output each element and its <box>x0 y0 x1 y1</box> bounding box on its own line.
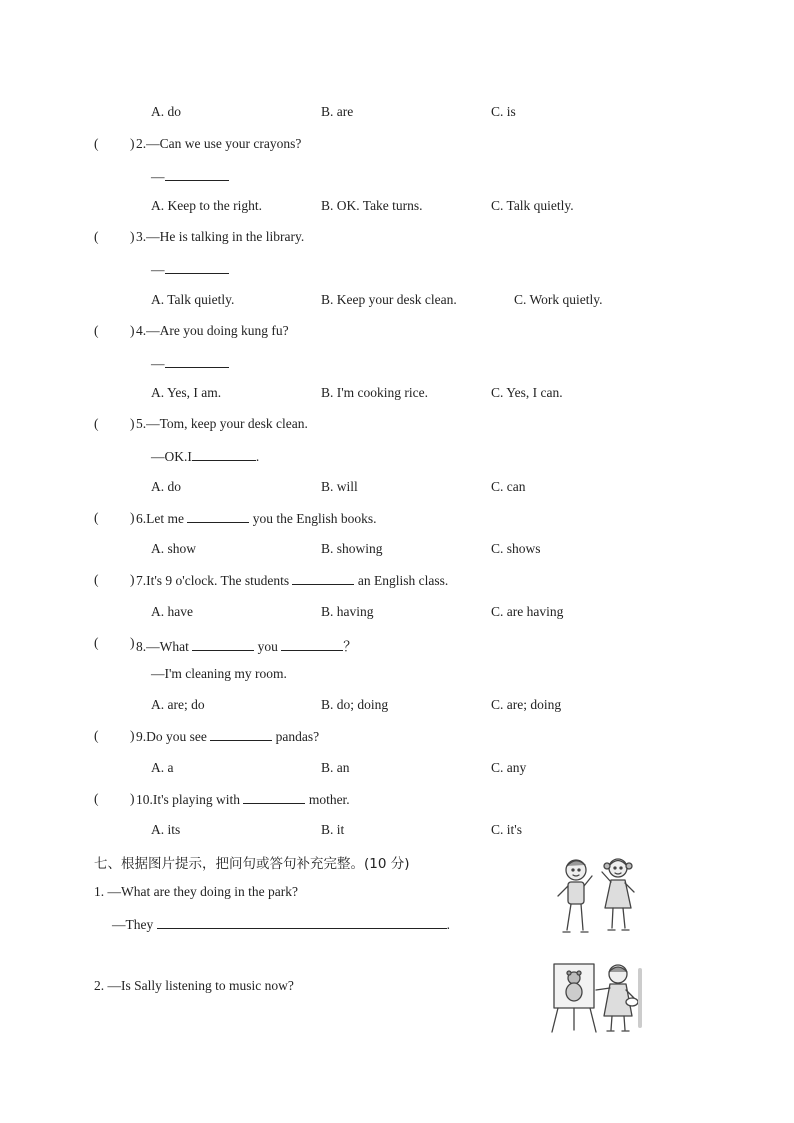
answer-paren-close: ) <box>130 229 135 244</box>
option-a: A. are; do <box>151 697 205 712</box>
question-stem: —Can we use your crayons? <box>146 136 302 151</box>
option-b: B. Keep your desk clean. <box>321 292 457 307</box>
answer-paren-open: ( <box>94 416 99 431</box>
answer-paren-close: ) <box>130 572 135 587</box>
q1-option-b: B. are <box>321 104 354 119</box>
answer-paren-close: ) <box>130 136 135 151</box>
question-number: 5. <box>136 416 147 431</box>
answer-prefix: — <box>151 262 165 277</box>
answer-suffix: . <box>255 449 260 464</box>
option-c: C. Yes, I can. <box>491 385 563 400</box>
question-stem-start: Let me <box>146 511 188 526</box>
answer-paren-close: ) <box>130 791 135 806</box>
option-a: A. show <box>151 541 197 556</box>
section-7-answer-suffix: . <box>446 917 450 932</box>
answer-paren-open: ( <box>94 229 99 244</box>
question-number: 7. <box>136 573 147 588</box>
question-stem: —He is talking in the library. <box>146 229 305 244</box>
option-b: B. I'm cooking rice. <box>321 385 429 400</box>
option-c: C. Work quietly. <box>514 292 603 307</box>
answer-paren-open: ( <box>94 323 99 338</box>
question-number: 3. <box>136 229 147 244</box>
question-stem-end: pandas? <box>272 729 320 744</box>
section-7-answer-blank[interactable] <box>157 916 447 929</box>
q1-option-c: C. is <box>491 104 516 119</box>
question-stem-end: you the English books. <box>249 511 377 526</box>
option-b: B. showing <box>321 541 383 556</box>
option-c: C. Talk quietly. <box>491 198 574 213</box>
answer-blank[interactable] <box>243 791 305 804</box>
option-b: B. will <box>321 479 358 494</box>
question-stem-start: —What <box>146 639 193 654</box>
answer-paren-open: ( <box>94 728 99 743</box>
question-stem-end: ？ <box>343 639 357 654</box>
option-c: C. it's <box>491 822 522 837</box>
option-c: C. are having <box>491 604 564 619</box>
question-stem-start: It's playing with <box>152 792 244 807</box>
answer-paren-open: ( <box>94 510 99 525</box>
option-b: B. OK. Take turns. <box>321 198 423 213</box>
answer-paren-close: ) <box>130 728 135 743</box>
answer-paren-open: ( <box>94 635 99 650</box>
question-reply: —I'm cleaning my room. <box>151 666 287 681</box>
answer-blank-2[interactable] <box>281 638 343 651</box>
question-number: 4. <box>136 323 147 338</box>
option-b: B. an <box>321 760 350 775</box>
q1-option-a: A. do <box>151 104 181 119</box>
option-b: B. do; doing <box>321 697 389 712</box>
girl-painting-illustration <box>548 960 644 1034</box>
question-stem-end: mother. <box>305 792 350 807</box>
answer-paren-close: ) <box>130 323 135 338</box>
answer-blank[interactable] <box>292 572 354 585</box>
answer-blank[interactable] <box>192 448 256 461</box>
answer-blank[interactable] <box>165 355 229 368</box>
question-stem-start: Do you see <box>146 729 211 744</box>
answer-blank[interactable] <box>165 168 229 181</box>
answer-prefix: — <box>151 356 165 371</box>
option-a: A. Keep to the right. <box>151 198 262 213</box>
question-stem: —Are you doing kung fu? <box>146 323 289 338</box>
answer-blank[interactable] <box>187 510 249 523</box>
section-7-question-1: 1. —What are they doing in the park? <box>94 884 298 899</box>
option-a: A. Talk quietly. <box>151 292 235 307</box>
option-a: A. do <box>151 479 181 494</box>
section-7-answer-prefix: —They <box>112 917 157 932</box>
option-b: B. having <box>321 604 374 619</box>
answer-prefix: — <box>151 169 165 184</box>
option-c: C. any <box>491 760 527 775</box>
option-a: A. have <box>151 604 193 619</box>
answer-paren-close: ) <box>130 416 135 431</box>
option-a: A. a <box>151 760 174 775</box>
section-7-heading: 七、根据图片提示，把问句或答句补充完整。(10 分) <box>94 856 410 872</box>
question-stem-end: an English class. <box>354 573 449 588</box>
question-stem-middle: you <box>254 639 282 654</box>
kids-waving-illustration <box>552 852 644 938</box>
question-number: 8. <box>136 639 147 654</box>
answer-paren-open: ( <box>94 572 99 587</box>
option-a: A. its <box>151 822 181 837</box>
answer-paren-open: ( <box>94 136 99 151</box>
answer-paren-close: ) <box>130 635 135 650</box>
question-number: 10. <box>136 792 153 807</box>
question-number: 6. <box>136 511 147 526</box>
option-b: B. it <box>321 822 345 837</box>
answer-blank[interactable] <box>210 728 272 741</box>
question-number: 9. <box>136 729 147 744</box>
option-c: C. can <box>491 479 526 494</box>
answer-paren-open: ( <box>94 791 99 806</box>
answer-prefix: —OK.I <box>151 449 192 464</box>
section-7-question-2: 2. —Is Sally listening to music now? <box>94 978 294 993</box>
answer-paren-close: ) <box>130 510 135 525</box>
question-number: 2. <box>136 136 147 151</box>
option-c: C. shows <box>491 541 541 556</box>
answer-blank-1[interactable] <box>192 638 254 651</box>
question-stem-start: It's 9 o'clock. The students <box>146 573 293 588</box>
answer-blank[interactable] <box>165 261 229 274</box>
question-stem: —Tom, keep your desk clean. <box>146 416 308 431</box>
option-a: A. Yes, I am. <box>151 385 222 400</box>
option-c: C. are; doing <box>491 697 562 712</box>
